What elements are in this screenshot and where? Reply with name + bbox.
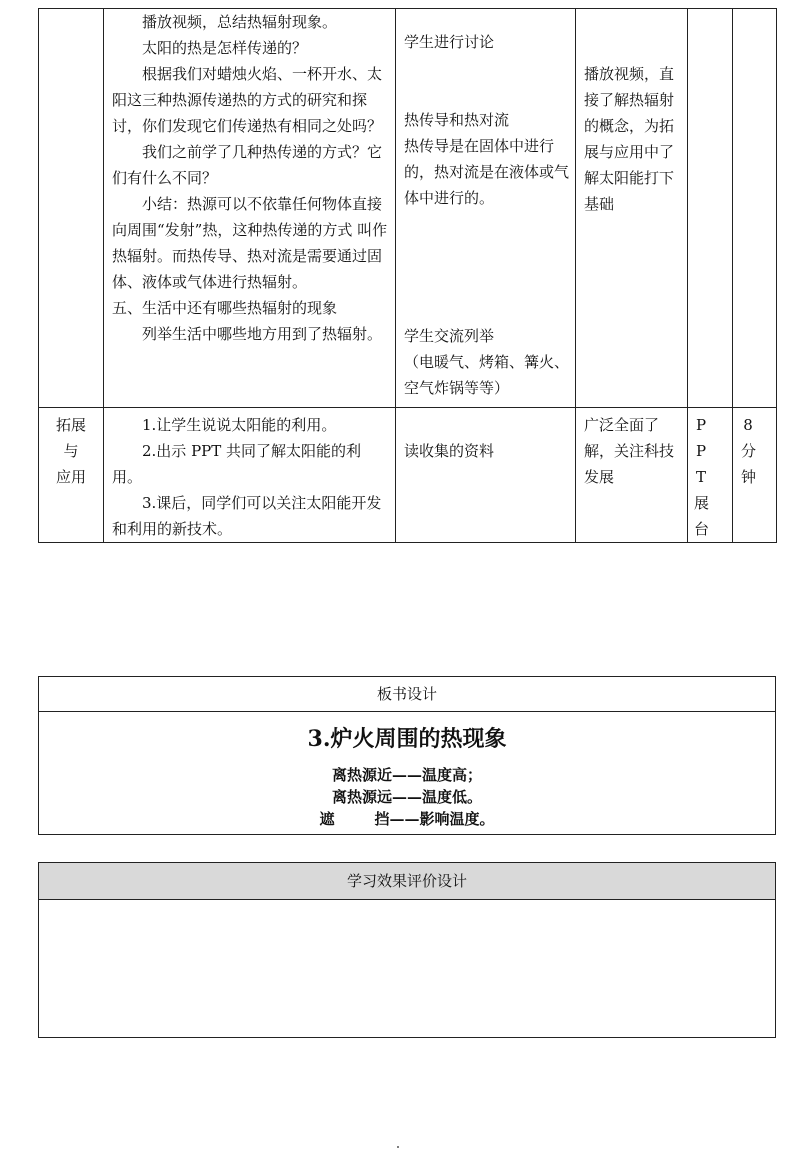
student-list-detail: （电暖气、烤箱、篝火、空气炸锅等等）	[404, 353, 570, 397]
teacher-line: 3.课后，同学们可以关注太阳能开发和利用的新技术。	[112, 494, 382, 538]
student-discuss: 学生进行讨论	[404, 33, 495, 51]
teacher-line: 五、生活中还有哪些热辐射的现象	[112, 299, 338, 317]
media-char: P	[695, 416, 707, 434]
board-line: 离热源远——温度低。	[331, 788, 482, 806]
category-cell-empty	[39, 9, 104, 408]
page-dot	[397, 1146, 399, 1148]
teacher-line: 1.让学生说说太阳能的利用。	[142, 416, 337, 434]
design-intent-cell	[576, 408, 688, 543]
teacher-summary: 小结：热源可以不依靠任何物体直接向周围“发射”热，这种热传递的方式 叫作热辐射。而热传导、热对流是需要通过固体、液体或气体进行热辐射。	[112, 195, 388, 291]
board-title: 3.炉火周围的热现象	[307, 726, 507, 752]
student-activity-text: 读收集的资料	[404, 442, 495, 460]
student-conduction: 热传导和热对流	[404, 111, 510, 129]
media-cell	[688, 408, 733, 543]
media-label	[694, 408, 708, 542]
time-cell-empty	[733, 9, 777, 408]
evaluation-design-box	[38, 862, 776, 1038]
teacher-activity-cell	[104, 408, 396, 543]
teacher-line: 播放视频，总结热辐射现象。	[142, 13, 338, 31]
board-line	[39, 808, 775, 830]
category-label-part: 拓展	[55, 416, 86, 434]
board-line-part: 挡——影响温度。	[374, 810, 495, 828]
student-activity-cell	[396, 9, 576, 408]
time-label	[741, 408, 755, 490]
media-char: 展	[694, 494, 710, 512]
lesson-plan-table	[38, 8, 777, 543]
media-char: 台	[694, 520, 710, 538]
board-content	[39, 764, 775, 830]
board-design-header: 板书设计	[39, 677, 775, 712]
time-cell	[733, 408, 777, 543]
board-line: 离热源近——温度高；	[331, 766, 482, 784]
category-label-part: 与	[63, 442, 79, 460]
time-char: 钟	[741, 468, 757, 486]
category-cell	[39, 408, 104, 543]
media-cell-empty	[688, 9, 733, 408]
design-intent-text: 播放视频，直接了解热辐射的概念，为拓展与应用中了解太阳能打下基础	[584, 65, 675, 213]
teacher-line: 根据我们对蜡烛火焰、一杯开水、太阳这三种热源传递热的方式的研究和探讨，你们发现它们传递热有相同之处吗？	[112, 65, 383, 135]
table-row	[39, 9, 777, 408]
teacher-activity-cell	[104, 9, 396, 408]
teacher-line: 2.出示 PPT 共同了解太阳能的利用。	[112, 442, 362, 486]
student-activity-cell	[396, 408, 576, 543]
time-char: 分	[741, 442, 757, 460]
board-design-box	[38, 676, 776, 835]
media-char: T	[695, 468, 706, 486]
teacher-line: 列举生活中哪些地方用到了热辐射。	[142, 325, 383, 343]
teacher-line: 太阳的热是怎样传递的？	[142, 39, 308, 57]
board-line-part: 遮	[319, 810, 335, 828]
category-label-part: 应用	[55, 468, 86, 486]
teacher-line: 我们之前学了几种热传递的方式？它们有什么不同？	[112, 143, 383, 187]
time-char: 8	[743, 416, 753, 434]
design-intent-text: 广泛全面了解，关注科技发展	[584, 416, 675, 486]
evaluation-header: 学习效果评价设计	[39, 863, 775, 900]
media-char: P	[695, 442, 707, 460]
student-list-title: 学生交流列举	[404, 327, 495, 345]
student-conduction-detail: 热传导是在固体中进行的，热对流是在液体或气体中进行的。	[404, 137, 570, 207]
table-row	[39, 408, 777, 543]
category-label	[39, 408, 103, 490]
design-intent-cell	[576, 9, 688, 408]
